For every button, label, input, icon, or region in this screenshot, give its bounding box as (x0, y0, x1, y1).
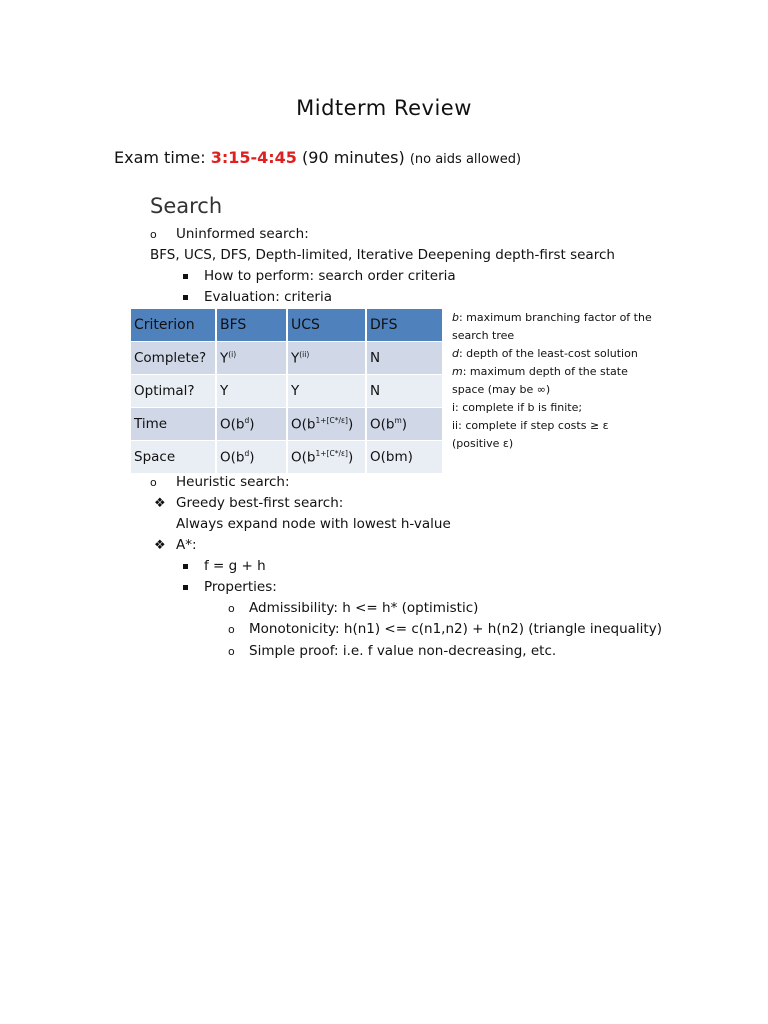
astar-label: A*: (176, 537, 197, 553)
table-notes (452, 309, 667, 453)
exam-note: (no aids allowed) (409, 152, 522, 167)
table-cell: $O(b^{1+[C*/\varepsilon]})$ (287, 408, 366, 441)
greedy-description: Always expand node with lowest h-value (176, 516, 451, 532)
table-cell: N (366, 375, 443, 408)
sub-item-label: Evaluation: criteria (204, 289, 332, 305)
sub-item-label: How to perform: search order criteria (204, 268, 456, 284)
header-cell: BFS (216, 309, 287, 342)
note-m-cont: space (may be ∞) (452, 383, 551, 396)
greedy-label: Greedy best-first search: (176, 495, 344, 511)
diamond-bullet-icon: ❖ (154, 496, 166, 511)
note-b-cont: search tree (452, 329, 515, 342)
diamond-bullet-icon: ❖ (154, 538, 166, 553)
square-bullet-icon (183, 564, 188, 569)
list-item (154, 495, 343, 511)
circle-bullet-icon: o (228, 645, 235, 658)
table-cell: Time (131, 408, 216, 441)
property-item: Monotonicity: h(n1) <= c(n1,n2) + h(n2) (triangle inequality) (249, 621, 662, 637)
table-row (131, 342, 443, 375)
criteria-table (131, 309, 444, 474)
uninformed-label: Uninformed search: (176, 226, 309, 242)
note-ii: ii: complete if step costs ≥ ε (452, 419, 609, 432)
note-d: d: depth of the least-cost solution (452, 347, 638, 360)
header-cell: UCS (287, 309, 366, 342)
table-cell: N (366, 342, 443, 375)
list-item (154, 537, 197, 553)
list-item (183, 579, 277, 595)
list-item (228, 600, 478, 616)
table-cell: Complete? (131, 342, 216, 375)
table-cell: $Y^{(ii)}$ (287, 342, 366, 375)
note-i: i: complete if b is finite; (452, 401, 583, 414)
table-row (131, 441, 443, 474)
heuristic-label: Heuristic search: (176, 474, 290, 490)
list-item (228, 621, 662, 637)
list-item (150, 226, 309, 242)
astar-item: Properties: (204, 579, 277, 595)
square-bullet-icon (183, 295, 188, 300)
list-item (183, 268, 456, 284)
note-m: m: maximum depth of the state (452, 365, 628, 378)
page-title: Midterm Review (296, 96, 472, 120)
exam-duration: (90 minutes) (302, 148, 405, 167)
table-cell: Y (287, 375, 366, 408)
circle-bullet-icon: o (150, 476, 157, 489)
note-ii-cont: (positive ε) (452, 437, 514, 450)
table-cell: Optimal? (131, 375, 216, 408)
list-item (183, 558, 266, 574)
note-b: b: maximum branching factor of the (452, 311, 652, 324)
circle-bullet-icon: o (228, 623, 235, 636)
table-row (131, 375, 443, 408)
table-cell: Space (131, 441, 216, 474)
header-cell: DFS (366, 309, 443, 342)
table-header-row (131, 309, 443, 342)
table-row (131, 408, 443, 441)
exam-time: 3:15-4:45 (210, 148, 297, 167)
table-cell: Y (216, 375, 287, 408)
section-heading: Search (150, 194, 223, 218)
table-cell: $Y^{(i)}$ (216, 342, 287, 375)
table-cell: O(bm) (366, 441, 443, 474)
list-item (183, 289, 332, 305)
header-cell: Criterion (131, 309, 216, 342)
algorithms-line: BFS, UCS, DFS, Depth-limited, Iterative Deepening depth-first search (150, 247, 615, 263)
table-cell: $O(b^d)$ (216, 441, 287, 474)
exam-label: Exam time: (114, 148, 206, 167)
circle-bullet-icon: o (228, 602, 235, 615)
list-item (228, 643, 556, 659)
table-cell: $O(b^d)$ (216, 408, 287, 441)
list-item (150, 474, 290, 490)
square-bullet-icon (183, 274, 188, 279)
astar-item: f = g + h (204, 558, 266, 574)
square-bullet-icon (183, 585, 188, 590)
circle-bullet-icon: o (150, 228, 157, 241)
exam-time-line (114, 148, 521, 167)
property-item: Simple proof: i.e. f value non-decreasing, etc. (249, 643, 557, 659)
table-cell: $O(b^m)$ (366, 408, 443, 441)
property-item: Admissibility: h <= h* (optimistic) (249, 600, 479, 616)
table-cell: $O(b^{1+[C*/\varepsilon]})$ (287, 441, 366, 474)
